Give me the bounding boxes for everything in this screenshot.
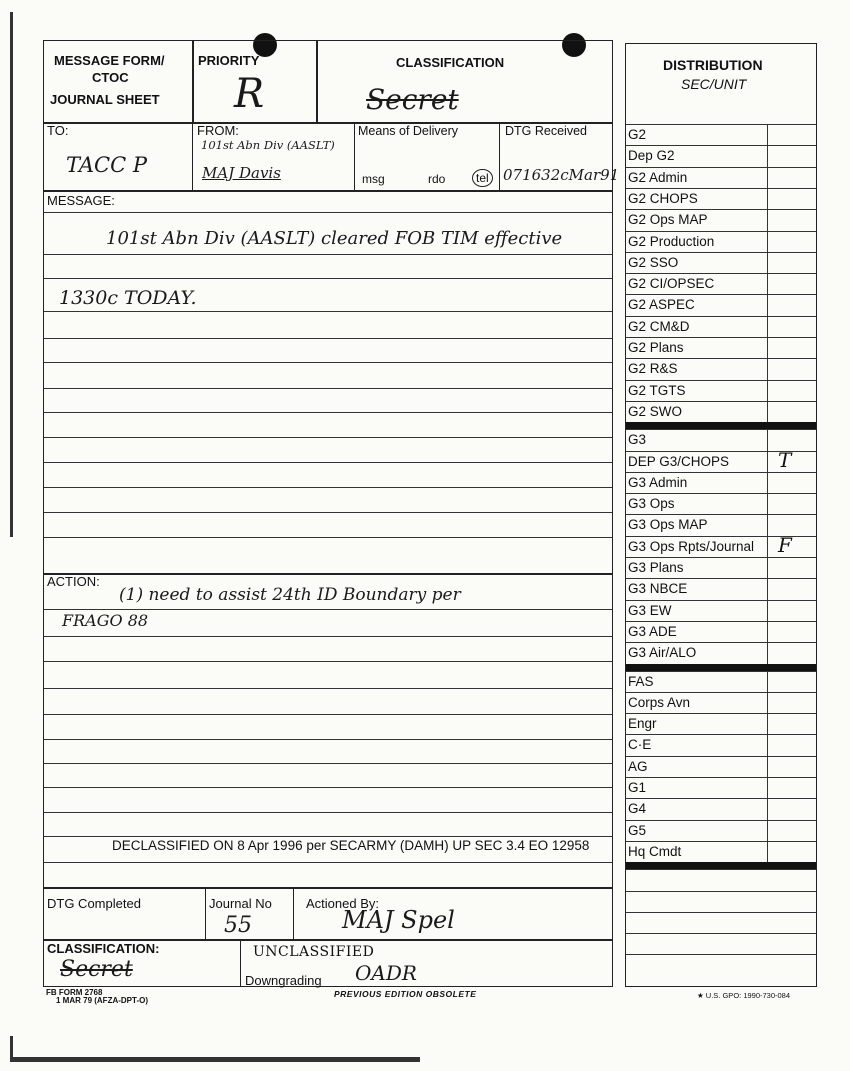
distribution-row [626, 380, 816, 402]
form-title-line2: CTOC [92, 70, 129, 85]
distribution-row-divider [767, 338, 768, 359]
distribution-row-divider [767, 452, 768, 473]
message-line2: 1330c TODAY. [59, 287, 197, 309]
distribution-row-label: G2 R&S [628, 361, 678, 377]
distribution-row [626, 692, 816, 714]
distribution-empty-row [626, 933, 816, 955]
from-value-line2: MAJ Davis [202, 164, 281, 182]
distribution-row-label: G2 SWO [628, 403, 683, 419]
distribution-row [626, 532, 816, 558]
classification-bottom-value: Secret [60, 957, 133, 982]
distribution-row-divider [767, 821, 768, 842]
unclassified-stamp: UNCLASSIFIED [253, 944, 375, 960]
form-title-line1: MESSAGE FORM/ [54, 53, 165, 68]
action-line1: (1) need to assist 24th ID Boundary per [119, 585, 461, 605]
priority-label: PRIORITY [198, 53, 260, 68]
distribution-row-label: Engr [628, 716, 657, 732]
distribution-row-label: G3 [628, 432, 647, 448]
distribution-panel [625, 43, 817, 987]
journal-no-label: Journal No [209, 896, 272, 911]
footer-form: FB FORM 2768 [46, 988, 103, 997]
downgrading-label: Downgrading [245, 973, 322, 988]
distribution-row [626, 447, 816, 473]
distribution-row-label: Hq Cmdt [628, 843, 682, 859]
distribution-row-label: G1 [628, 780, 647, 795]
delivery-label: Means of Delivery [358, 124, 459, 138]
action-label: ACTION: [47, 574, 100, 589]
distribution-row-divider [767, 778, 768, 799]
distribution-row-mark: F [778, 532, 792, 557]
distribution-row [626, 294, 816, 316]
distribution-row-label: Corps Avn [628, 694, 691, 710]
action-line2: FRAGO 88 [62, 611, 149, 630]
distribution-row-label: C·E [628, 737, 652, 753]
distribution-row [626, 316, 816, 338]
distribution-row-divider [767, 402, 768, 423]
dtg-received-value: 071632cMar91 [503, 166, 620, 184]
distribution-row-divider [767, 693, 768, 714]
distribution-row [626, 713, 816, 735]
distribution-row-label: G3 Plans [628, 560, 684, 575]
distribution-row-label: G3 EW [628, 602, 672, 618]
distribution-row-label: G3 Admin [628, 474, 688, 490]
distribution-row-divider [767, 799, 768, 820]
actioned-by-value: MAJ Spel [342, 906, 455, 934]
distribution-row [626, 493, 816, 515]
footer-previous: PREVIOUS EDITION OBSOLETE [334, 989, 477, 999]
distribution-row-label: G2 Production [628, 233, 715, 249]
distribution-row [626, 188, 816, 210]
to-label: TO: [47, 123, 69, 138]
distribution-row-label: G2 [628, 127, 647, 142]
distribution-row-divider [767, 757, 768, 778]
distribution-row-divider [767, 473, 768, 494]
message-line1: 101st Abn Div (AASLT) cleared FOB TIM effective [106, 228, 563, 249]
delivery-rdo: rdo [428, 172, 446, 186]
distribution-row-divider [767, 253, 768, 274]
distribution-row-divider [767, 842, 768, 863]
distribution-section-divider [626, 422, 816, 429]
distribution-row-label: G2 ASPEC [628, 297, 695, 313]
dtg-received-label: DTG Received [505, 124, 587, 138]
form-title-line3: JOURNAL SHEET [50, 92, 160, 107]
distribution-row-divider [767, 735, 768, 756]
distribution-empty-row [626, 954, 816, 976]
declassified-note: DECLASSIFIED ON 8 Apr 1996 per SECARMY (DAMH) UP SEC 3.4 EO 12958 [112, 838, 590, 853]
downgrading-value: OADR [355, 961, 417, 985]
distribution-row [626, 252, 816, 274]
distribution-section-divider [626, 664, 816, 671]
journal-no-value: 55 [224, 913, 252, 938]
scan-edge-left [10, 12, 13, 537]
distribution-row [626, 578, 816, 600]
distribution-row [626, 734, 816, 756]
distribution-section-divider [626, 862, 816, 869]
distribution-row-label: G3 Ops MAP [628, 517, 708, 533]
distribution-row [626, 777, 816, 799]
distribution-row-label: G3 Ops Rpts/Journal [628, 538, 755, 554]
distribution-row-divider [767, 359, 768, 380]
distribution-row [626, 358, 816, 380]
scan-edge-corner [10, 1036, 13, 1058]
distribution-row-divider [767, 537, 768, 558]
distribution-row [626, 472, 816, 494]
distribution-row [626, 209, 816, 231]
distribution-row-label: G2 Admin [628, 169, 688, 185]
distribution-row [626, 124, 816, 146]
distribution-row-divider [767, 714, 768, 735]
distribution-row-divider [767, 125, 768, 146]
distribution-row [626, 167, 816, 189]
to-value: TACC P [66, 153, 147, 177]
distribution-row-label: G3 Ops [628, 496, 675, 512]
distribution-row-divider [767, 146, 768, 167]
distribution-row [626, 621, 816, 643]
distribution-row-label: G4 [628, 801, 647, 817]
distribution-row [626, 337, 816, 359]
priority-value: R [234, 71, 265, 117]
distribution-row-divider [767, 622, 768, 643]
distribution-row-label: AG [628, 758, 648, 774]
distribution-row-divider [767, 232, 768, 253]
distribution-empty-row [626, 912, 816, 934]
distribution-row [626, 642, 816, 664]
distribution-row-divider [767, 515, 768, 536]
classification-value: Secret [366, 83, 459, 116]
distribution-row [626, 231, 816, 253]
distribution-row-label: G3 Air/ALO [628, 645, 697, 661]
distribution-row-divider [767, 558, 768, 579]
classification-bottom-label: CLASSIFICATION: [47, 941, 160, 956]
distribution-row-divider [767, 168, 768, 189]
distribution-row-label: G5 [628, 822, 647, 838]
delivery-msg: msg [362, 172, 385, 186]
message-label: MESSAGE: [47, 193, 115, 208]
actioned-by-label: Actioned By: [306, 896, 379, 911]
distribution-row [626, 557, 816, 579]
from-value-line1: 101st Abn Div (AASLT) [201, 138, 335, 152]
distribution-row [626, 401, 816, 423]
delivery-tel: tel [472, 169, 493, 187]
distribution-row-divider [767, 210, 768, 231]
distribution-row-divider [767, 317, 768, 338]
from-label: FROM: [197, 123, 239, 138]
distribution-row-divider [767, 601, 768, 622]
footer-gpo: ★ U.S. GPO: 1990-730-084 [697, 991, 791, 1000]
distribution-row [626, 841, 816, 863]
distribution-row-label: G3 ADE [628, 623, 677, 639]
footer-date: 1 MAR 79 (AFZA-DPT-O) [56, 996, 148, 1005]
distribution-row-divider [767, 672, 768, 693]
distribution-row-label: G2 Plans [628, 340, 684, 355]
distribution-row-divider [767, 494, 768, 515]
distribution-row [626, 756, 816, 778]
distribution-row [626, 145, 816, 167]
distribution-row-label: Dep G2 [628, 148, 675, 164]
distribution-row-label: G2 TGTS [628, 382, 686, 398]
distribution-row-label: G2 CM&D [628, 318, 690, 334]
distribution-row [626, 600, 816, 622]
distribution-row-divider [767, 643, 768, 664]
message-form [43, 40, 620, 988]
distribution-row-divider [767, 579, 768, 600]
distribution-row-label: G2 CHOPS [628, 190, 698, 206]
distribution-row [626, 798, 816, 820]
classification-label: CLASSIFICATION [396, 55, 505, 70]
distribution-row-divider [767, 381, 768, 402]
distribution-row-divider [767, 274, 768, 295]
distribution-row-divider [767, 295, 768, 316]
distribution-row-label: G2 SSO [628, 254, 679, 270]
distribution-row-label: G2 Ops MAP [628, 212, 708, 228]
distribution-row-divider [767, 430, 768, 451]
distribution-row-label: FAS [628, 673, 654, 689]
distribution-row-label: G3 NBCE [628, 581, 688, 597]
distribution-row-label: G2 CI/OPSEC [628, 276, 715, 292]
scan-edge-bottom [10, 1057, 420, 1062]
distribution-row-label: DEP G3/CHOPS [628, 453, 730, 469]
distribution-empty-row [626, 869, 816, 891]
distribution-row-divider [767, 189, 768, 210]
distribution-title-line1: DISTRIBUTION [663, 57, 763, 73]
distribution-row [626, 273, 816, 295]
distribution-title-line2: SEC/UNIT [681, 76, 747, 92]
distribution-row [626, 671, 816, 693]
dtg-completed-label: DTG Completed [47, 896, 141, 911]
distribution-row [626, 820, 816, 842]
distribution-empty-row [626, 891, 816, 913]
distribution-row-mark: T [778, 447, 792, 472]
